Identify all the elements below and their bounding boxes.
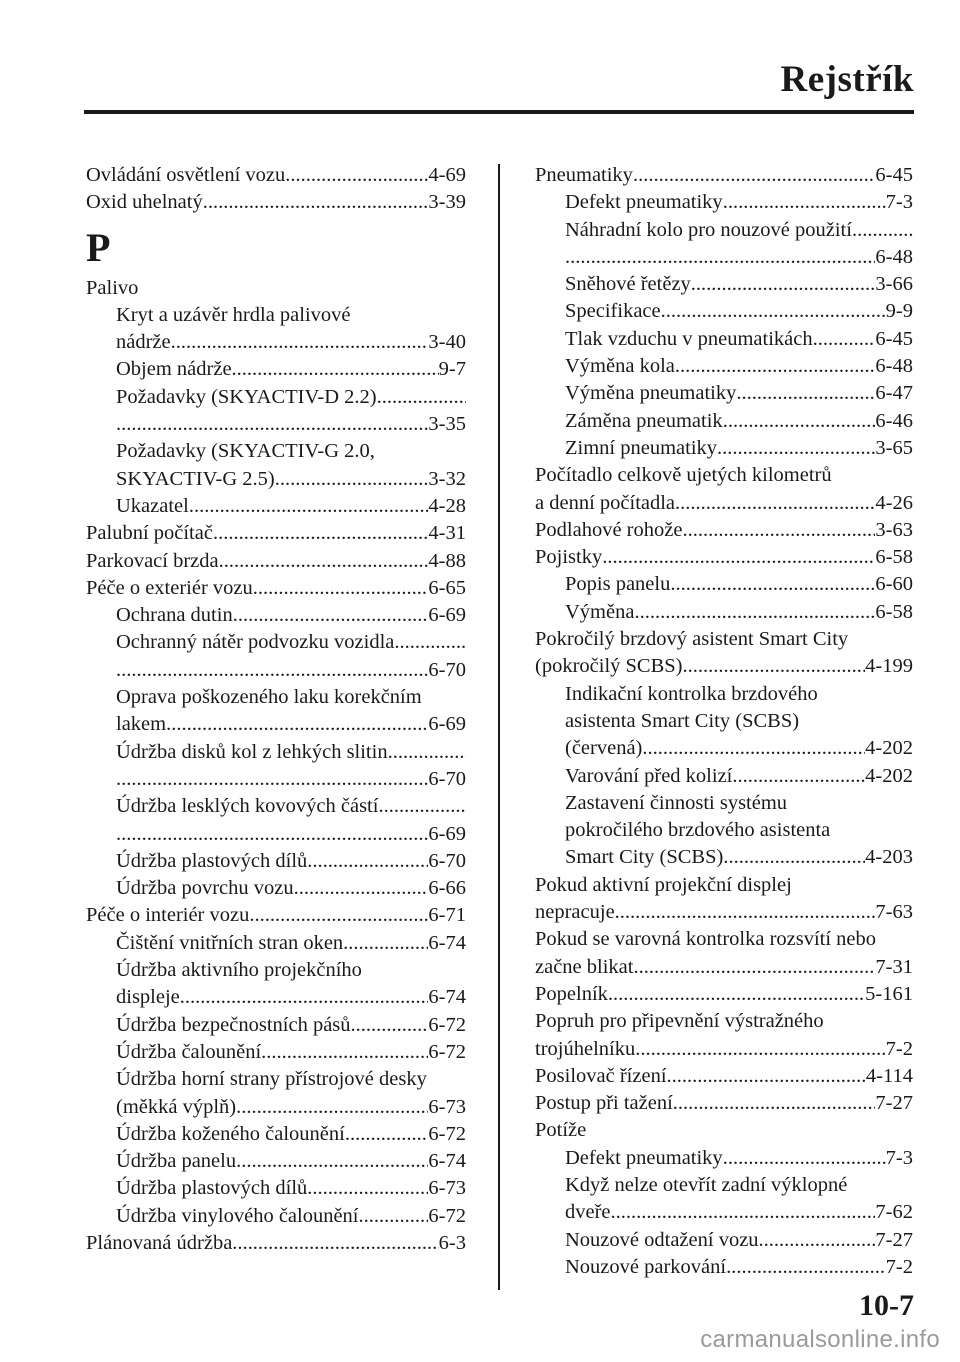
- index-subentry: [535, 271, 913, 298]
- index-subentry: [86, 438, 466, 465]
- leader-dots: [634, 599, 875, 626]
- index-entry: [535, 626, 913, 653]
- entry-page-ref: 4-26: [875, 491, 913, 514]
- index-subentry: [535, 1227, 913, 1254]
- leader-dots: [219, 548, 429, 575]
- index-subentry: [86, 957, 466, 984]
- leader-dots: [236, 1094, 428, 1121]
- leader-dots: [852, 217, 913, 244]
- index-entry: [535, 926, 913, 953]
- index-subentry: [86, 875, 466, 902]
- entry-text: Sněhové řetězy: [565, 273, 691, 296]
- leader-dots: [602, 544, 875, 571]
- index-entry: [86, 902, 466, 929]
- entry-text: a denní počítadla: [535, 491, 676, 514]
- index-entry: [535, 981, 913, 1008]
- leader-dots: [116, 411, 428, 438]
- entry-text: trojúhelníku: [535, 1037, 636, 1060]
- entry-text: Údržba aktivního projekčního: [116, 959, 362, 982]
- index-column-left: [86, 162, 466, 1257]
- index-subentry: [535, 217, 913, 244]
- index-subentry: [86, 1094, 466, 1121]
- leader-dots: [633, 162, 875, 189]
- entry-text: Plánovaná údržba: [86, 1231, 233, 1254]
- entry-text: Palubní počítač: [86, 522, 213, 545]
- leader-dots: [673, 1090, 876, 1117]
- index-subentry: [86, 384, 466, 411]
- entry-page-ref: 6-46: [875, 409, 913, 432]
- entry-text: Požadavky (SKYACTIV-G 2.0,: [116, 440, 375, 463]
- leader-dots: [307, 848, 428, 875]
- leader-dots: [189, 493, 429, 520]
- index-subentry: [86, 984, 466, 1011]
- index-subentry: [86, 302, 466, 329]
- entry-text: Smart City (SCBS): [565, 846, 724, 869]
- entry-page-ref: 6-74: [428, 1150, 466, 1173]
- entry-text: (červená): [565, 737, 643, 760]
- entry-text: Potíže: [535, 1119, 587, 1142]
- index-letter-heading: P: [86, 224, 111, 270]
- leader-dots: [307, 1175, 428, 1202]
- index-subentry: [535, 763, 913, 790]
- entry-page-ref: 6-71: [428, 904, 466, 927]
- index-subentry: [535, 681, 913, 708]
- entry-page-ref: 6-58: [875, 546, 913, 569]
- entry-text: Údržba bezpečnostních pásů: [116, 1013, 351, 1036]
- entry-text: Údržba horní strany přístrojové desky: [116, 1068, 427, 1091]
- leader-dots: [675, 353, 876, 380]
- leader-dots: [642, 735, 865, 762]
- index-entry: [535, 899, 913, 926]
- index-subentry: [86, 930, 466, 957]
- leader-dots: [249, 902, 428, 929]
- entry-page-ref: 6-58: [875, 600, 913, 623]
- index-entry: [535, 1008, 913, 1035]
- entry-page-ref: 7-3: [885, 191, 913, 214]
- index-subentry: [535, 380, 913, 407]
- entry-text: Požadavky (SKYACTIV-D 2.2): [116, 385, 377, 408]
- entry-text: (pokročilý SCBS): [535, 655, 683, 678]
- entry-text: Výměna: [565, 600, 635, 623]
- index-entry: [86, 189, 466, 216]
- entry-page-ref: 6-74: [428, 931, 466, 954]
- leader-dots: [345, 1121, 429, 1148]
- entry-text: Údržba plastových dílů: [116, 1177, 308, 1200]
- index-subentry: [86, 629, 466, 656]
- entry-page-ref: 6-73: [428, 1095, 466, 1118]
- index-subentry: [86, 1121, 466, 1148]
- index-entry: [86, 548, 466, 575]
- leader-dots: [351, 1012, 429, 1039]
- leader-dots: [232, 1230, 438, 1257]
- entry-page-ref: 4-31: [428, 522, 466, 545]
- index-subentry: [86, 793, 466, 820]
- entry-page-ref: 4-88: [428, 549, 466, 572]
- index-entry: [535, 544, 913, 571]
- entry-text: Údržba čalounění: [116, 1040, 262, 1063]
- index-subentry: [535, 790, 913, 817]
- index-subentry: [535, 844, 913, 871]
- watermark: carmanualsonline.info: [700, 1326, 940, 1353]
- index-subentry: [86, 602, 466, 629]
- leader-dots: [236, 1148, 428, 1175]
- leader-dots: [726, 1254, 886, 1281]
- entry-page-ref: 6-74: [428, 986, 466, 1009]
- entry-text: Údržba koženého čalounění: [116, 1122, 345, 1145]
- entry-page-ref: 7-27: [875, 1228, 913, 1251]
- entry-page-ref: 6-69: [428, 604, 466, 627]
- index-subentry: [535, 735, 913, 762]
- entry-page-ref: 6-48: [875, 245, 913, 268]
- entry-text: Péče o exteriér vozu: [86, 576, 253, 599]
- index-subentry: [535, 817, 913, 844]
- index-subentry: [535, 298, 913, 325]
- index-entry: [535, 490, 913, 517]
- entry-page-ref: 3-32: [428, 467, 466, 490]
- index-subentry: [86, 1012, 466, 1039]
- index-entry: [535, 653, 913, 680]
- entry-page-ref: 7-63: [875, 901, 913, 924]
- leader-dots: [343, 930, 428, 957]
- entry-page-ref: 6-69: [428, 822, 466, 845]
- index-column-right: [535, 162, 913, 1281]
- index-entry: [535, 1090, 913, 1117]
- index-subentry: [86, 1148, 466, 1175]
- entry-text: nádrže: [116, 331, 171, 354]
- leader-dots: [261, 1039, 428, 1066]
- entry-page-ref: 4-203: [865, 846, 913, 869]
- index-entry: [535, 517, 913, 544]
- leader-dots: [285, 162, 428, 189]
- entry-page-ref: 6-69: [428, 713, 466, 736]
- entry-text: Čištění vnitřních stran oken: [116, 931, 344, 954]
- entry-text: Výměna kola: [565, 355, 675, 378]
- entry-page-ref: 3-39: [428, 191, 466, 214]
- entry-page-ref: 6-45: [875, 327, 913, 350]
- index-subentry: [535, 708, 913, 735]
- entry-text: Oprava poškozeného laku korekčním: [116, 686, 422, 709]
- leader-dots: [683, 653, 866, 680]
- index-subentry: [535, 1172, 913, 1199]
- index-subentry: [535, 1145, 913, 1172]
- entry-text: Nouzové parkování: [565, 1255, 727, 1278]
- entry-page-ref: 6-66: [428, 877, 466, 900]
- leader-dots: [232, 356, 439, 383]
- index-subentry: [535, 571, 913, 598]
- leader-dots: [675, 490, 875, 517]
- entry-text: Náhradní kolo pro nouzové použití: [565, 218, 852, 241]
- leader-dots: [275, 466, 429, 493]
- entry-text: Kryt a uzávěr hrdla palivové: [116, 303, 351, 326]
- entry-text: lakem: [116, 713, 167, 736]
- leader-dots: [633, 954, 875, 981]
- entry-page-ref: 7-31: [875, 955, 913, 978]
- leader-dots: [116, 657, 428, 684]
- entry-text: Indikační kontrolka brzdového: [565, 682, 818, 705]
- entry-text: Ochrana dutin: [116, 604, 233, 627]
- index-subentry: [535, 326, 913, 353]
- entry-page-ref: 9-9: [885, 300, 913, 323]
- entry-page-ref: 6-72: [428, 1204, 466, 1227]
- leader-dots: [723, 844, 865, 871]
- entry-text: asistenta Smart City (SCBS): [565, 709, 800, 732]
- index-subentry: [86, 1039, 466, 1066]
- entry-page-ref: 7-3: [885, 1146, 913, 1169]
- entry-page-ref: 3-66: [875, 273, 913, 296]
- leader-dots: [615, 899, 876, 926]
- entry-text: Defekt pneumatiky: [565, 191, 723, 214]
- index-entry: [86, 275, 466, 302]
- leader-dots: [166, 711, 428, 738]
- entry-text: displeje: [116, 986, 180, 1009]
- entry-text: Objem nádrže: [116, 358, 232, 381]
- entry-page-ref: 6-72: [428, 1013, 466, 1036]
- leader-dots: [723, 1145, 886, 1172]
- leader-dots: [253, 575, 429, 602]
- index-subentry: [86, 848, 466, 875]
- leader-dots: [667, 1063, 866, 1090]
- leader-dots: [171, 329, 429, 356]
- entry-text: pokročilého brzdového asistenta: [565, 819, 831, 842]
- entry-text: Ukazatel: [116, 494, 189, 517]
- index-subentry: [535, 244, 913, 271]
- entry-page-ref: 6-3: [438, 1231, 466, 1254]
- entry-text: Oxid uhelnatý: [86, 191, 203, 214]
- leader-dots: [565, 244, 875, 271]
- entry-text: Ochranný nátěr podvozku vozidla: [116, 631, 395, 654]
- leader-dots: [635, 1036, 885, 1063]
- entry-page-ref: 5-161: [865, 982, 913, 1005]
- entry-text: Údržba panelu: [116, 1150, 237, 1173]
- entry-text: Výměna pneumatiky: [565, 382, 737, 405]
- entry-text: (měkká výplň): [116, 1095, 237, 1118]
- index-subentry: [86, 1203, 466, 1230]
- entry-page-ref: 4-199: [865, 655, 913, 678]
- entry-page-ref: 6-48: [875, 355, 913, 378]
- entry-page-ref: 7-2: [885, 1037, 913, 1060]
- entry-page-ref: 7-27: [875, 1092, 913, 1115]
- leader-dots: [736, 380, 875, 407]
- index-subentry: [86, 329, 466, 356]
- entry-text: Pojistky: [535, 546, 603, 569]
- entry-page-ref: 4-202: [865, 737, 913, 760]
- leader-dots: [732, 763, 865, 790]
- entry-page-ref: 6-70: [428, 849, 466, 872]
- entry-text: Pokud aktivní projekční displej: [535, 873, 792, 896]
- index-entry: [535, 1036, 913, 1063]
- leader-dots: [608, 981, 865, 1008]
- entry-text: SKYACTIV-G 2.5): [116, 467, 275, 490]
- entry-text: Péče o interiér vozu: [86, 904, 250, 927]
- index-subentry: [535, 1199, 913, 1226]
- entry-text: Ovládání osvětlení vozu: [86, 164, 286, 186]
- index-subentry: [86, 1175, 466, 1202]
- index-subentry: [86, 766, 466, 793]
- entry-text: Údržba vinylového čalounění: [116, 1204, 359, 1227]
- index-subentry: [86, 493, 466, 520]
- entry-text: Údržba lesklých kovových částí: [116, 795, 379, 818]
- leader-dots: [388, 739, 466, 766]
- index-entry: [86, 162, 466, 189]
- leader-dots: [611, 1199, 876, 1226]
- page-title: Rejstřík: [780, 59, 914, 100]
- leader-dots: [180, 984, 429, 1011]
- page-number: 10-7: [859, 1289, 914, 1322]
- index-entry: [86, 520, 466, 547]
- entry-page-ref: 4-28: [428, 494, 466, 517]
- entry-text: Počítadlo celkově ujetých kilometrů: [535, 464, 832, 487]
- entry-page-ref: 6-45: [875, 164, 913, 186]
- entry-text: Údržba povrchu vozu: [116, 877, 294, 900]
- index-subentry: [535, 1254, 913, 1281]
- entry-text: Parkovací brzda: [86, 549, 219, 572]
- index-entry: [535, 462, 913, 489]
- entry-text: Popruh pro připevnění výstražného: [535, 1010, 824, 1033]
- leader-dots: [670, 571, 875, 598]
- leader-dots: [691, 271, 876, 298]
- entry-text: Tlak vzduchu v pneumatikách: [565, 327, 813, 350]
- index-subentry: [535, 189, 913, 216]
- index-subentry: [535, 408, 913, 435]
- index-subentry: [86, 684, 466, 711]
- leader-dots: [723, 408, 876, 435]
- entry-page-ref: 4-114: [865, 1064, 913, 1087]
- leader-dots: [203, 189, 429, 216]
- entry-page-ref: 6-70: [428, 767, 466, 790]
- entry-page-ref: 4-69: [428, 164, 466, 186]
- index-subentry: [86, 466, 466, 493]
- entry-page-ref: 7-2: [885, 1255, 913, 1278]
- column-divider: [498, 164, 500, 1290]
- entry-page-ref: 6-60: [875, 573, 913, 596]
- index-subentry: [86, 821, 466, 848]
- leader-dots: [233, 602, 429, 629]
- leader-dots: [394, 629, 466, 656]
- entry-page-ref: 3-63: [875, 518, 913, 541]
- entry-text: Specifikace: [565, 300, 661, 323]
- leader-dots: [661, 298, 886, 325]
- entry-page-ref: 6-70: [428, 658, 466, 681]
- index-entry: [535, 954, 913, 981]
- entry-page-ref: 4-202: [865, 764, 913, 787]
- entry-text: Údržba disků kol z lehkých slitin: [116, 740, 388, 763]
- index-entry: [86, 1230, 466, 1257]
- entry-text: Zastavení činnosti systému: [565, 791, 788, 814]
- entry-text: dveře: [565, 1201, 611, 1224]
- entry-page-ref: 3-35: [428, 413, 466, 436]
- entry-text: Nouzové odtažení vozu: [565, 1228, 759, 1251]
- header-rule: [84, 110, 914, 114]
- entry-text: Záměna pneumatik: [565, 409, 723, 432]
- leader-dots: [213, 520, 428, 547]
- entry-text: Defekt pneumatiky: [565, 1146, 723, 1169]
- entry-page-ref: 6-72: [428, 1040, 466, 1063]
- index-subentry: [86, 739, 466, 766]
- leader-dots: [717, 435, 875, 462]
- leader-dots: [116, 821, 428, 848]
- entry-text: Popelník: [535, 982, 608, 1005]
- index-entry: [535, 1063, 913, 1090]
- entry-page-ref: 6-72: [428, 1122, 466, 1145]
- index-entry: [535, 162, 913, 189]
- entry-page-ref: 7-62: [875, 1201, 913, 1224]
- entry-text: nepracuje: [535, 901, 615, 924]
- entry-page-ref: 6-73: [428, 1177, 466, 1200]
- leader-dots: [294, 875, 429, 902]
- index-subentry: [86, 356, 466, 383]
- entry-page-ref: 9-7: [438, 358, 466, 381]
- entry-text: Údržba plastových dílů: [116, 849, 308, 872]
- index-subentry: [86, 711, 466, 738]
- entry-text: Když nelze otevřít zadní výklopné: [565, 1173, 848, 1196]
- index-entry: [535, 872, 913, 899]
- leader-dots: [377, 384, 466, 411]
- index-subentry: [86, 1066, 466, 1093]
- entry-text: Postup při tažení: [535, 1092, 673, 1115]
- leader-dots: [813, 326, 876, 353]
- entry-text: Pokud se varovná kontrolka rozsvítí nebo: [535, 928, 877, 951]
- index-entry: [86, 575, 466, 602]
- index-entry: [535, 1117, 913, 1144]
- leader-dots: [378, 793, 466, 820]
- entry-text: Pokročilý brzdový asistent Smart City: [535, 628, 849, 651]
- index-subentry: [86, 657, 466, 684]
- index-subentry: [86, 411, 466, 438]
- index-subentry: [535, 435, 913, 462]
- leader-dots: [759, 1227, 876, 1254]
- index-subentry: [535, 353, 913, 380]
- entry-page-ref: 6-65: [428, 576, 466, 599]
- leader-dots: [723, 189, 886, 216]
- entry-page-ref: 3-40: [428, 331, 466, 354]
- entry-text: začne blikat: [535, 955, 634, 978]
- entry-text: Varování před kolizí: [565, 764, 733, 787]
- entry-text: Podlahové rohože: [535, 518, 683, 541]
- entry-text: Popis panelu: [565, 573, 671, 596]
- leader-dots: [359, 1203, 429, 1230]
- leader-dots: [116, 766, 428, 793]
- index-subentry: [535, 599, 913, 626]
- entry-text: Zimní pneumatiky: [565, 436, 718, 459]
- entry-text: Pneumatiky: [535, 164, 633, 186]
- entry-page-ref: 6-47: [875, 382, 913, 405]
- entry-text: Palivo: [86, 276, 139, 299]
- entry-text: Posilovač řízení: [535, 1064, 667, 1087]
- leader-dots: [682, 517, 875, 544]
- entry-page-ref: 3-65: [875, 436, 913, 459]
